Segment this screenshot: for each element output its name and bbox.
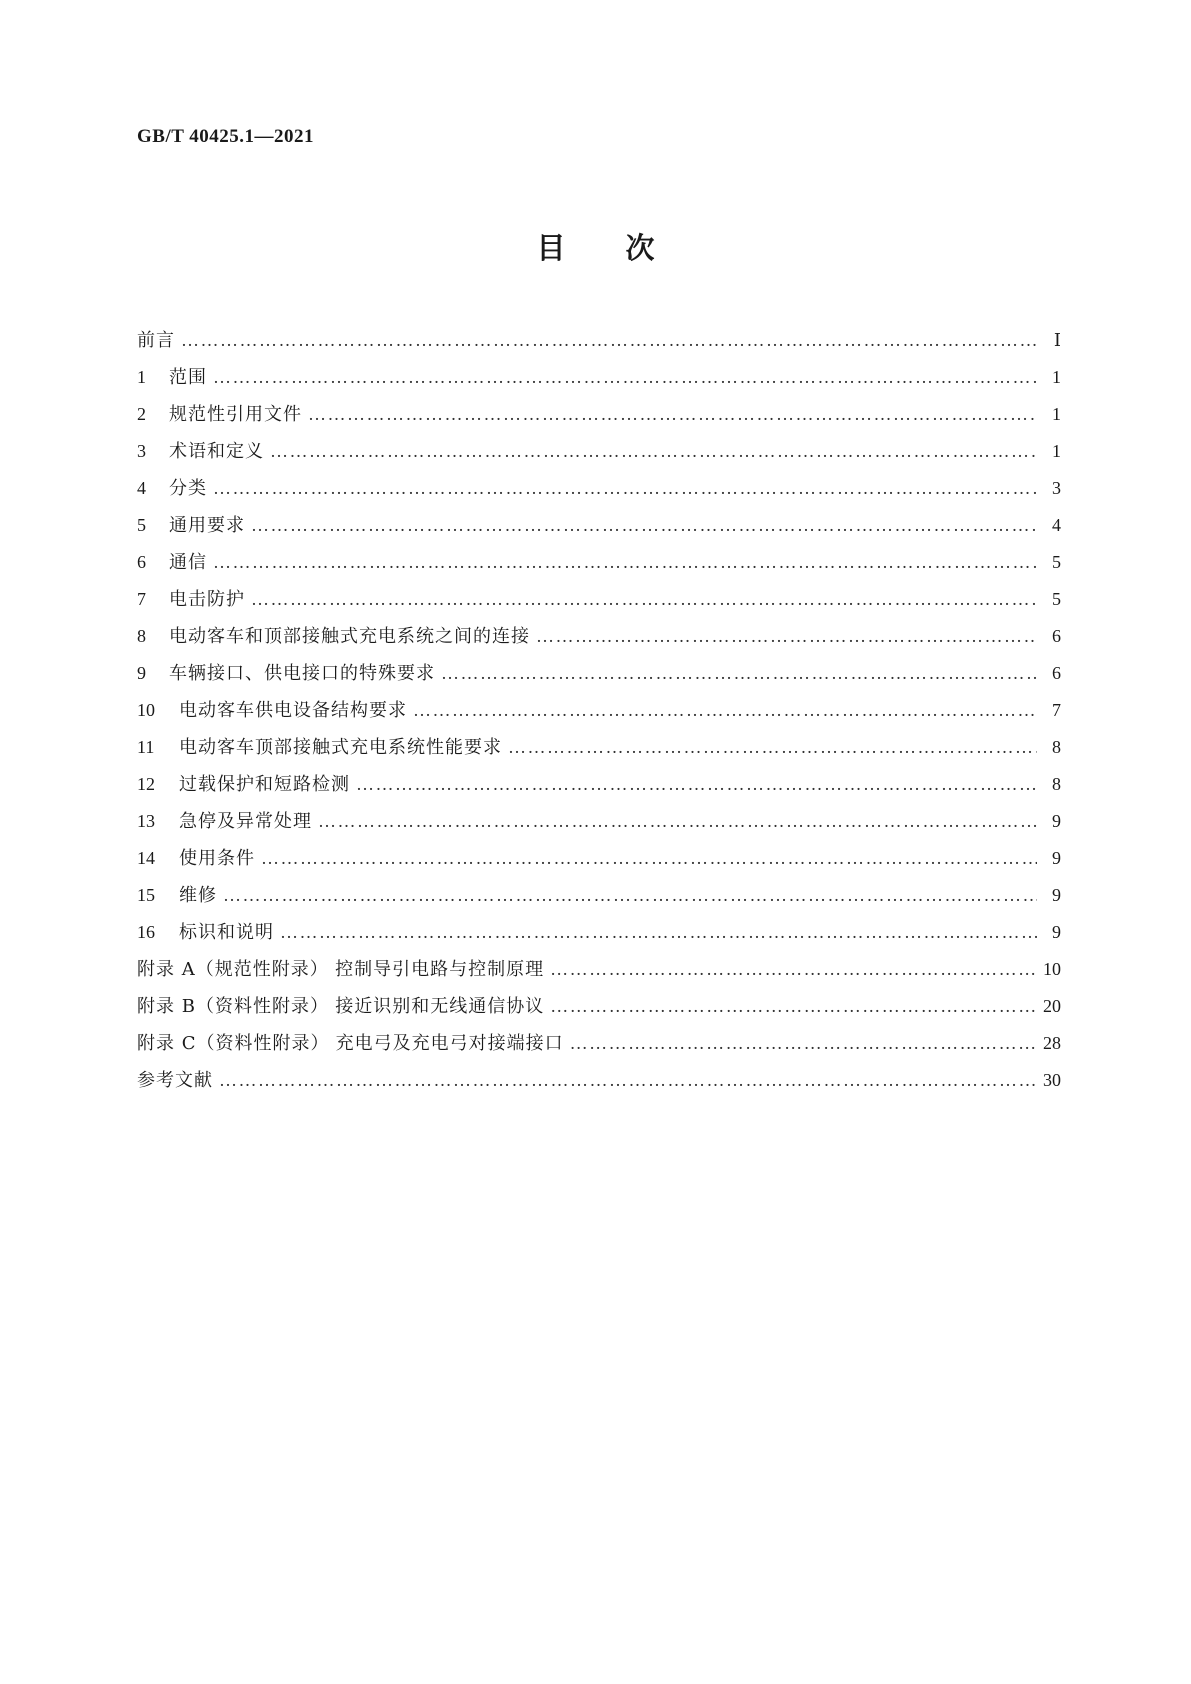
toc-entry-page: Ⅰ <box>1053 330 1061 350</box>
document-code: GB/T 40425.1—2021 <box>137 126 315 147</box>
toc-entry-number: 4 <box>137 478 146 498</box>
toc-entry-page: 9 <box>1052 885 1061 905</box>
toc-entry-label: 急停及异常处理 <box>179 811 312 832</box>
toc-entry-label: 分类 <box>169 478 207 499</box>
toc-leader-dots <box>544 988 1037 1025</box>
toc-entry-appendix-a[interactable] <box>137 951 1061 988</box>
toc-entry-page: 4 <box>1052 515 1061 535</box>
toc-entry-page: 8 <box>1052 774 1061 794</box>
toc-entry-page: 9 <box>1052 811 1061 831</box>
toc-entry-4[interactable] <box>137 470 1061 507</box>
toc-leader-dots <box>435 655 1037 692</box>
toc-entry-page: 6 <box>1052 626 1061 646</box>
toc-entry-label: 范围 <box>169 367 207 388</box>
toc-entry-references[interactable] <box>137 1062 1061 1099</box>
toc-entry-page: 10 <box>1043 959 1061 979</box>
toc-list <box>137 322 1061 1099</box>
toc-entry-label: 使用条件 <box>179 848 255 869</box>
toc-entry-label: 标识和说明 <box>179 922 274 943</box>
toc-entry-label: 前言 <box>137 330 175 351</box>
toc-leader-dots <box>264 433 1037 470</box>
toc-entry-7[interactable] <box>137 581 1061 618</box>
toc-entry-preface[interactable] <box>137 322 1061 359</box>
toc-entry-label: 维修 <box>179 885 217 906</box>
toc-entry-page: 20 <box>1043 996 1061 1016</box>
toc-entry-page: 6 <box>1052 663 1061 683</box>
toc-entry-page: 7 <box>1052 700 1061 720</box>
toc-entry-11[interactable] <box>137 729 1061 766</box>
toc-entry-8[interactable] <box>137 618 1061 655</box>
toc-entry-page: 5 <box>1052 589 1061 609</box>
toc-entry-label: 过载保护和短路检测 <box>179 774 350 795</box>
toc-entry-5[interactable] <box>137 507 1061 544</box>
toc-entry-number: 2 <box>137 404 146 424</box>
toc-entry-number: 15 <box>137 885 155 905</box>
toc-entry-number: 6 <box>137 552 146 572</box>
toc-title: 目次 <box>536 231 715 265</box>
toc-entry-number: 12 <box>137 774 155 794</box>
toc-entry-appendix-c[interactable] <box>137 1025 1061 1062</box>
toc-leader-dots <box>213 1062 1037 1099</box>
toc-entry-number: 10 <box>137 700 155 720</box>
toc-entry-number: 1 <box>137 367 146 387</box>
toc-appendix-tag: 附录 A（规范性附录） <box>137 959 329 980</box>
toc-entry-10[interactable] <box>137 692 1061 729</box>
toc-leader-dots <box>302 396 1037 433</box>
toc-entry-label: 电击防护 <box>169 589 245 610</box>
toc-leader-dots <box>207 359 1037 396</box>
toc-leader-dots <box>255 840 1037 877</box>
toc-entry-label: 电动客车顶部接触式充电系统性能要求 <box>179 737 502 758</box>
toc-appendix-tag: 附录 B（资料性附录） <box>137 996 329 1017</box>
toc-entry-number: 16 <box>137 922 155 942</box>
toc-entry-13[interactable] <box>137 803 1061 840</box>
toc-entry-14[interactable] <box>137 840 1061 877</box>
toc-entry-page: 9 <box>1052 848 1061 868</box>
toc-leader-dots <box>274 914 1037 951</box>
toc-entry-number: 7 <box>137 589 146 609</box>
toc-appendix-title: 控制导引电路与控制原理 <box>335 959 545 980</box>
toc-leader-dots <box>350 766 1037 803</box>
toc-entry-number: 9 <box>137 663 146 683</box>
toc-entry-number: 8 <box>137 626 146 646</box>
toc-entry-16[interactable] <box>137 914 1061 951</box>
toc-leader-dots <box>544 951 1037 988</box>
toc-leader-dots <box>245 507 1037 544</box>
toc-leader-dots <box>530 618 1037 655</box>
toc-leader-dots <box>502 729 1037 766</box>
toc-appendix-title: 接近识别和无线通信协议 <box>335 996 545 1017</box>
toc-entry-12[interactable] <box>137 766 1061 803</box>
toc-entry-page: 5 <box>1052 552 1061 572</box>
toc-entry-number: 14 <box>137 848 155 868</box>
toc-entry-9[interactable] <box>137 655 1061 692</box>
toc-appendix-title: 充电弓及充电弓对接端接口 <box>335 1033 564 1054</box>
toc-leader-dots <box>407 692 1037 729</box>
toc-entry-number: 3 <box>137 441 146 461</box>
toc-appendix-tag: 附录 C（资料性附录） <box>137 1033 330 1054</box>
toc-entry-page: 1 <box>1052 441 1061 461</box>
toc-entry-page: 1 <box>1052 367 1061 387</box>
toc-entry-number: 5 <box>137 515 146 535</box>
toc-leader-dots <box>217 877 1037 914</box>
toc-entry-15[interactable] <box>137 877 1061 914</box>
toc-entry-page: 1 <box>1052 404 1061 424</box>
toc-leader-dots <box>207 470 1037 507</box>
toc-leader-dots <box>245 581 1037 618</box>
toc-entry-label: 通用要求 <box>169 515 245 536</box>
toc-entry-page: 9 <box>1052 922 1061 942</box>
toc-entry-page: 8 <box>1052 737 1061 757</box>
toc-entry-label: 电动客车供电设备结构要求 <box>179 700 407 721</box>
toc-leader-dots <box>175 322 1037 359</box>
toc-entry-3[interactable] <box>137 433 1061 470</box>
toc-entry-1[interactable] <box>137 359 1061 396</box>
toc-entry-page: 28 <box>1043 1033 1061 1053</box>
toc-entry-number: 13 <box>137 811 155 831</box>
toc-entry-number: 11 <box>137 737 155 757</box>
toc-entry-label: 规范性引用文件 <box>169 404 302 425</box>
toc-entry-page: 3 <box>1052 478 1061 498</box>
toc-entry-label: 车辆接口、供电接口的特殊要求 <box>169 663 435 684</box>
toc-entry-page: 30 <box>1043 1070 1061 1090</box>
toc-leader-dots <box>564 1025 1037 1062</box>
toc-entry-label: 通信 <box>169 552 207 573</box>
toc-entry-6[interactable] <box>137 544 1061 581</box>
toc-entry-label: 参考文献 <box>137 1070 213 1091</box>
toc-entry-appendix-b[interactable] <box>137 988 1061 1025</box>
toc-entry-2[interactable] <box>137 396 1061 433</box>
toc-leader-dots <box>207 544 1037 581</box>
toc-entry-label: 术语和定义 <box>169 441 264 462</box>
toc-leader-dots <box>312 803 1037 840</box>
toc-entry-label: 电动客车和顶部接触式充电系统之间的连接 <box>169 626 530 647</box>
